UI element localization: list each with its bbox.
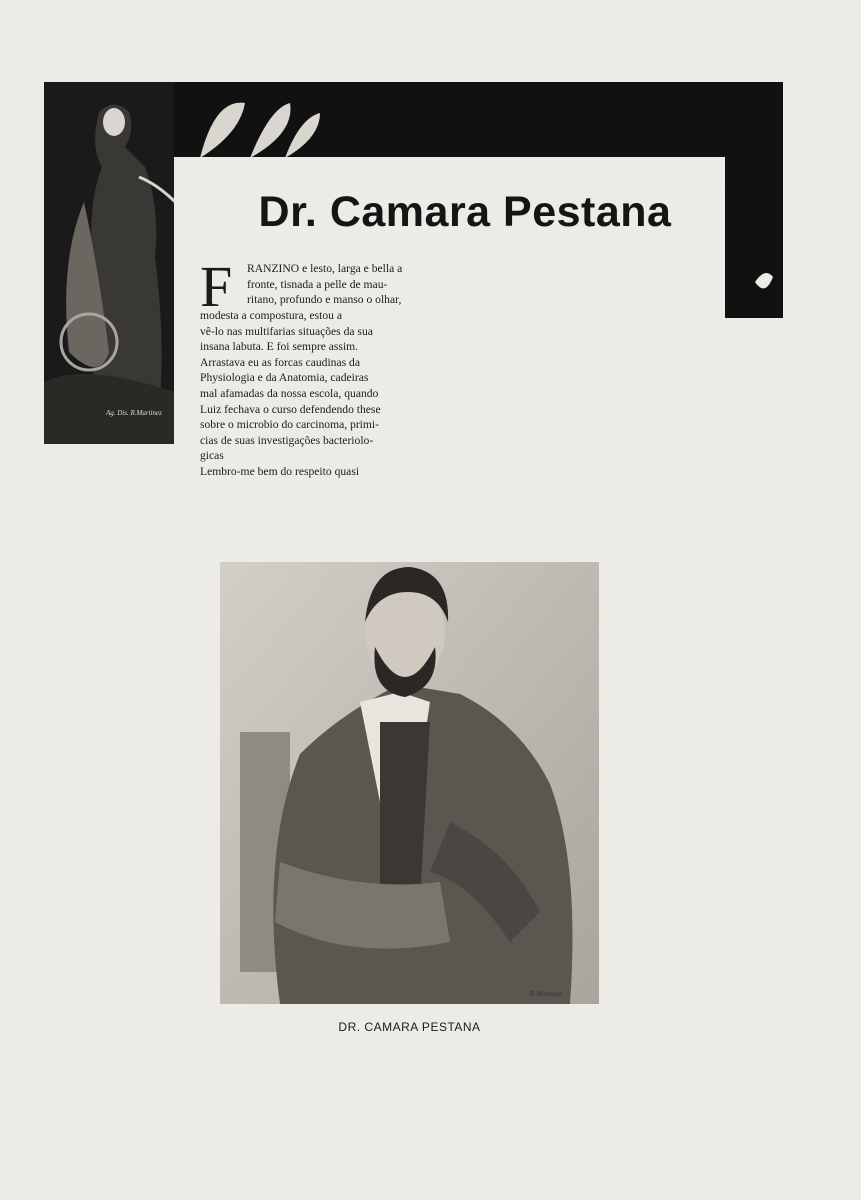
text-line: gicas bbox=[200, 449, 224, 463]
text-line: cias de suas investigações bacteriolo- bbox=[200, 433, 374, 447]
article-title: Dr. Camara Pestana bbox=[258, 188, 672, 236]
text-line: Physiologia e da Anatomia, cadeiras bbox=[200, 371, 369, 385]
drop-cap: F bbox=[200, 254, 233, 319]
text-line: modesta a compostura, estou a bbox=[200, 309, 342, 322]
photo-signature: R.Martinez bbox=[530, 990, 562, 998]
woman-figure-illustration bbox=[44, 82, 174, 444]
foliage-ornament bbox=[190, 90, 330, 158]
text-line: Arrastava eu as forcas caudinas da bbox=[200, 355, 360, 369]
art-nouveau-illustration bbox=[44, 82, 174, 444]
text-line: Lembro-me bem do respeito quasi bbox=[200, 464, 360, 478]
portrait-figure bbox=[220, 562, 599, 1004]
text-line: ritano, profundo e manso o olhar, bbox=[247, 293, 402, 307]
text-line: Luiz fechava o curso defendendo these bbox=[200, 402, 381, 416]
text-line: mal afamadas da nossa escola, quando bbox=[200, 386, 379, 400]
text-line: fronte, tisnada a pelle de mau- bbox=[247, 277, 388, 291]
illustration-signature: Ag. Dis. R.Martinez bbox=[106, 409, 162, 417]
text-line: RANZINO e lesto, larga e bella a bbox=[247, 262, 403, 275]
text-line: sobre o microbio do carcinoma, primi- bbox=[200, 418, 380, 432]
intro-paragraph bbox=[247, 261, 405, 308]
portrait-photo bbox=[220, 562, 599, 1004]
intro-paragraph-continued bbox=[200, 308, 405, 480]
text-line: insana labuta. E foi sempre assim. bbox=[200, 340, 359, 354]
text-line: vê-lo nas multifarias situações da sua bbox=[200, 324, 373, 338]
photo-caption: DR. CAMARA PESTANA bbox=[338, 1020, 481, 1034]
